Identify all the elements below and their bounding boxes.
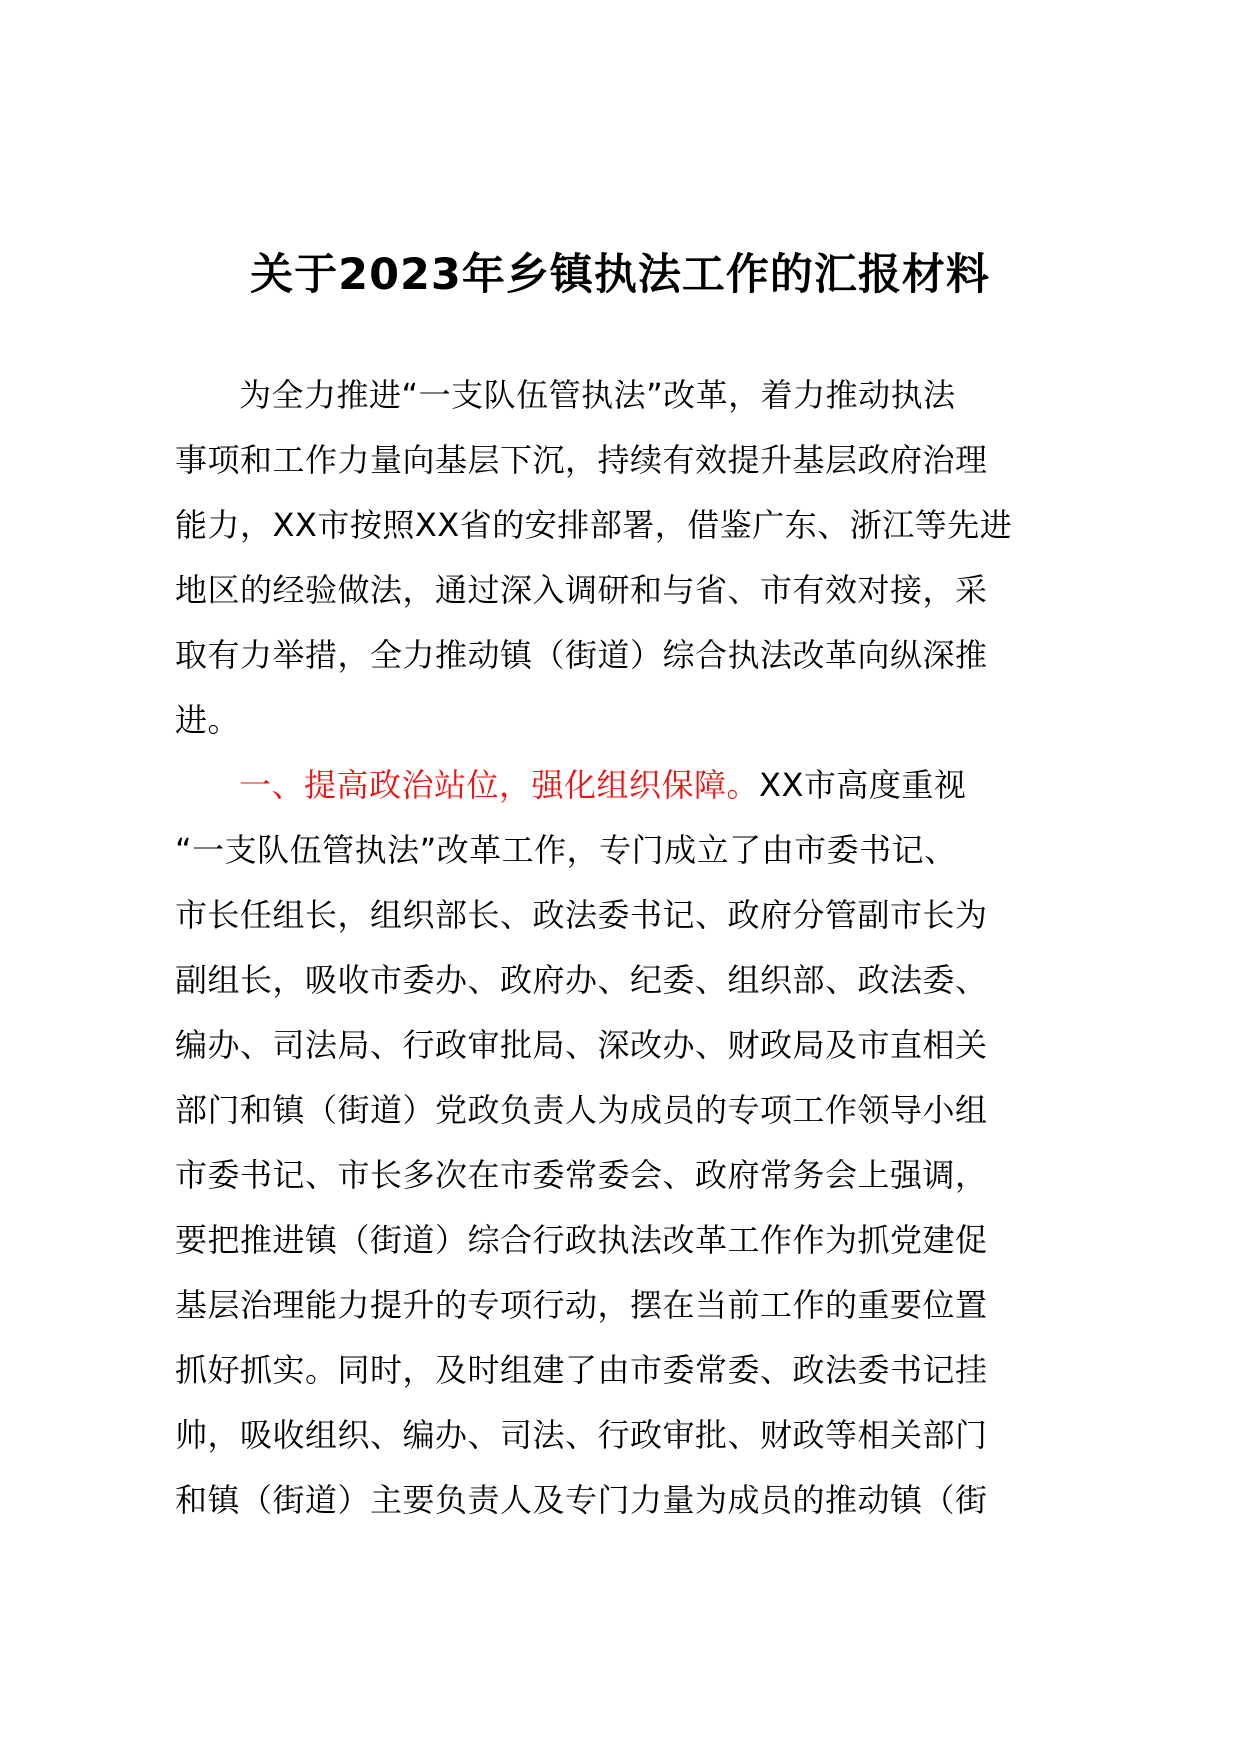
document-title: 关于2023年乡镇执法工作的汇报材料 xyxy=(250,250,990,300)
text-line: “一支队伍管执法”改革工作，专门成立了由市委书记、 xyxy=(175,831,957,869)
text-line: 进。 xyxy=(175,701,241,739)
text-line: 和镇（街道）主要负责人及专门力量为成员的推动镇（街 xyxy=(175,1481,988,1519)
section-1-heading: 一、提高政治站位，强化组织保障。 xyxy=(239,766,760,804)
text-line: 抓好抓实。同时，及时组建了由市委常委、政法委书记挂 xyxy=(175,1351,988,1389)
text-line: 事项和工作力量向基层下沉，持续有效提升基层政府治理 xyxy=(175,441,988,479)
document-body xyxy=(175,363,1100,1533)
section-1-first-line-text: XX市高度重视 xyxy=(759,766,967,804)
text-line: 基层治理能力提升的专项行动，摆在当前工作的重要位置 xyxy=(175,1286,988,1324)
text-line: 编办、司法局、行政审批局、深改办、财政局及市直相关 xyxy=(175,1026,988,1064)
text-line: 市委书记、市长多次在市委常委会、政府常务会上强调， xyxy=(175,1156,988,1194)
text-line: 地区的经验做法，通过深入调研和与省、市有效对接，采 xyxy=(175,571,988,609)
text-line: 要把推进镇（街道）综合行政执法改革工作作为抓党建促 xyxy=(175,1221,988,1259)
text-line: 帅，吸收组织、编办、司法、行政审批、财政等相关部门 xyxy=(175,1416,988,1454)
text-line: 部门和镇（街道）党政负责人为成员的专项工作领导小组 xyxy=(175,1091,988,1129)
section-1-first-line xyxy=(175,753,1100,818)
intro-paragraph xyxy=(175,363,1100,753)
section-1-paragraph xyxy=(175,753,1100,1533)
text-line: 副组长，吸收市委办、政府办、纪委、组织部、政法委、 xyxy=(175,961,988,999)
text-line: 能力，XX市按照XX省的安排部署，借鉴广东、浙江等先进 xyxy=(175,506,1013,544)
text-line: 为全力推进“一支队伍管执法”改革，着力推动执法 xyxy=(239,376,956,414)
text-line: 市长任组长，组织部长、政法委书记、政府分管副市长为 xyxy=(175,896,988,934)
text-line: 取有力举措，全力推动镇（街道）综合执法改革向纵深推 xyxy=(175,636,988,674)
